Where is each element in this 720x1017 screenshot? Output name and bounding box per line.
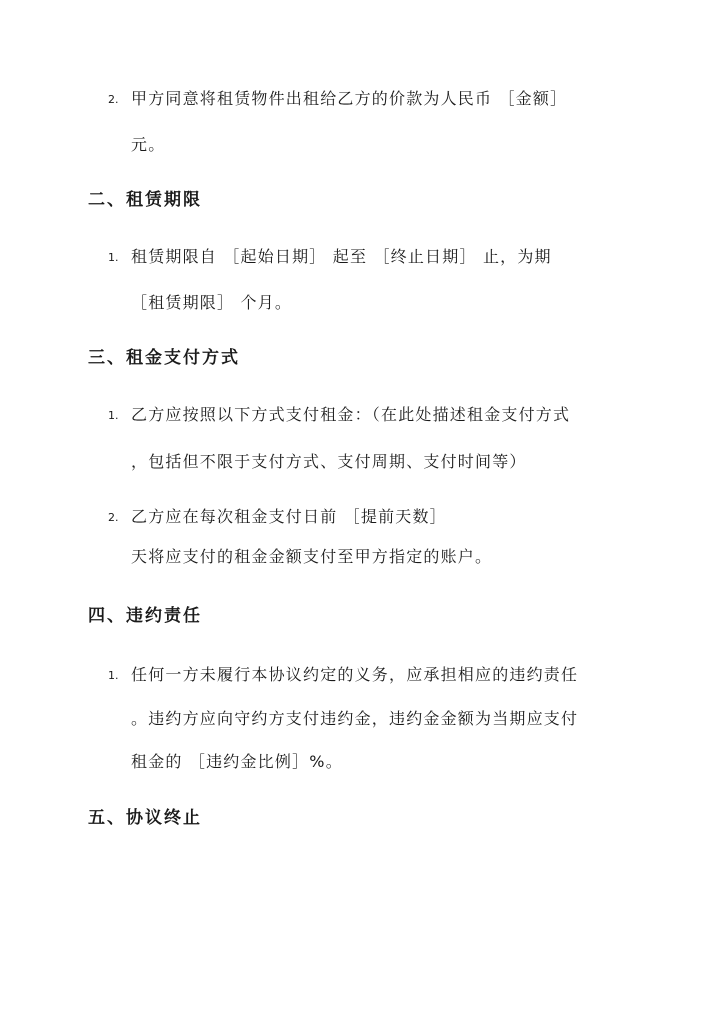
section-heading: 四、违约责任: [88, 606, 202, 626]
list-item-line: 甲方同意将租赁物件出租给乙方的价款为人民币 ［金额］: [131, 89, 568, 108]
section-heading: 三、租金支付方式: [88, 348, 240, 368]
list-item-line: 。违约方应向守约方支付违约金，违约金金额为当期应支付: [131, 709, 579, 728]
list-item-line: 租赁期限自 ［起始日期］ 起至 ［终止日期］ 止，为期: [131, 247, 552, 266]
list-item-line: 乙方应按照以下方式支付租金：（在此处描述租金支付方式: [131, 405, 571, 424]
list-number: 1.: [108, 669, 119, 682]
section-heading: 五、协议终止: [88, 808, 202, 828]
list-number: 2.: [108, 93, 119, 106]
section-heading: 二、租赁期限: [88, 190, 202, 210]
list-item-line: 租金的 ［违约金比例］%。: [131, 752, 343, 771]
list-item-line: 天将应支付的租金金额支付至甲方指定的账户。: [131, 547, 493, 566]
list-item-line: 元。: [131, 135, 166, 154]
list-number: 1.: [108, 251, 119, 264]
list-number: 2.: [108, 511, 119, 524]
list-item-line: ［租赁期限］ 个月。: [131, 293, 293, 312]
list-item-line: ，包括但不限于支付方式、支付周期、支付时间等）: [131, 452, 527, 471]
list-item-line: 乙方应在每次租金支付日前 ［提前天数］: [131, 507, 447, 526]
list-number: 1.: [108, 409, 119, 422]
list-item-line: 任何一方未履行本协议约定的义务，应承担相应的违约责任: [131, 665, 579, 684]
